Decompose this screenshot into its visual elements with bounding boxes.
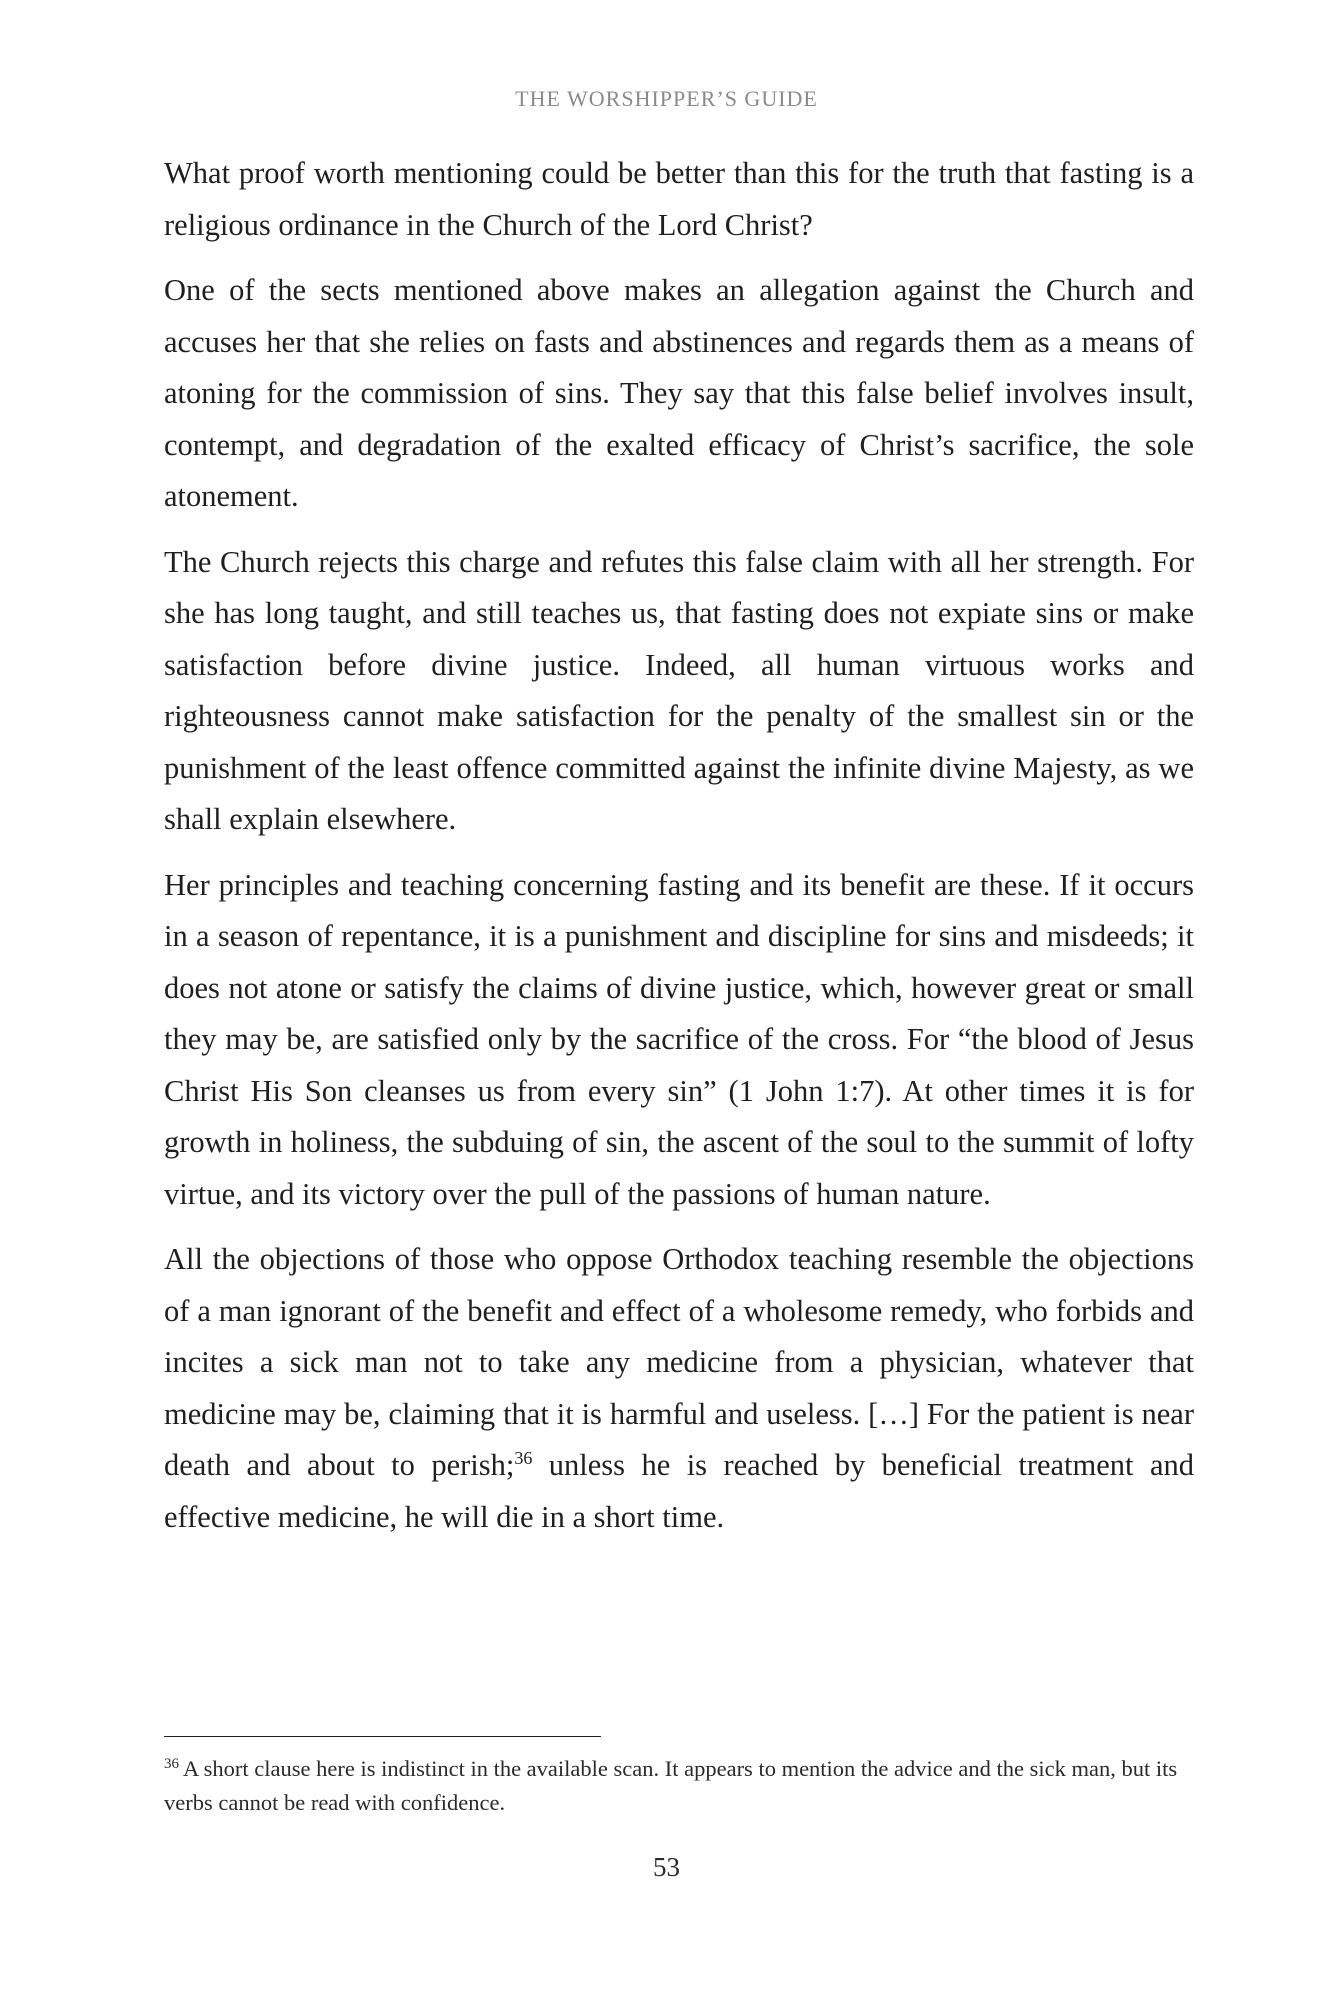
body-text: [164, 148, 1194, 1557]
footnote: [164, 1752, 1194, 1820]
paragraph-5-text-end: unless he is reached by beneficial treatment and effective medicine, he will die in a short time.: [164, 1448, 1194, 1534]
paragraph-5: [164, 1234, 1194, 1543]
footnote-divider: [164, 1736, 601, 1737]
footnote-reference[interactable]: 36: [514, 1447, 533, 1468]
paragraph-4: Her principles and teaching concerning fasting and its benefit are these. If it occurs in a season of repentance, it is a punishment and discipline for sins and misdeeds; it does not atone or satisfy the claims of divine justice, which, however great or small they may be, are satisfied only by the sacrifice of the cross. For “the blood of Jesus Christ His Son cleanses us from every sin” (1 John 1:7). At other times it is for growth in holiness, the subduing of sin, the ascent of the soul to the summit of lofty virtue, and its victory over the pull of the passions of human nature.: [164, 867, 1194, 1211]
paragraph-2: One of the sects mentioned above makes an allegation against the Church and accuses her that she relies on fasts and abstinences and regards them as a means of atoning for the commission of sins. They say that this false belief involves insult, contempt, and degradation of the exalted efficacy of Christ’s sacrifice, the sole atonement.: [164, 273, 1194, 513]
running-head: THE WORSHIPPER’S GUIDE: [515, 86, 818, 111]
footnote-number: 36: [164, 1755, 179, 1772]
paragraph-3: The Church rejects this charge and refutes this false claim with all her strength. For she has long taught, and still teaches us, that fasting does not expiate sins or make satisfaction before divine justice. Indeed, all human virtuous works and righteousness cannot make satisfaction for the penalty of the smallest sin or the punishment of the least offence committed against the infinite divine Majesty, as we shall explain elsewhere.: [164, 544, 1194, 836]
paragraph-5-text-start: All the objections of those who oppose Orthodox teaching resemble the objections of a man ignorant of the benefit and effect of a wholesome remedy, who forbids and incites a sick man not to take any medicine from a physician, whatever that medicine may be, claiming that it is harmful and useless. […] For the patient is near death and about to perish;: [164, 1242, 1194, 1482]
footnote-text: A short clause here is indistinct in the available scan. It appears to mention the advice and the sick man, but its verbs cannot be read with confidence.: [164, 1756, 1178, 1815]
page-number: 53: [653, 1852, 680, 1882]
paragraph-1: What proof worth mentioning could be better than this for the truth that fasting is a religious ordinance in the Church of the Lord Christ?: [164, 156, 1194, 242]
